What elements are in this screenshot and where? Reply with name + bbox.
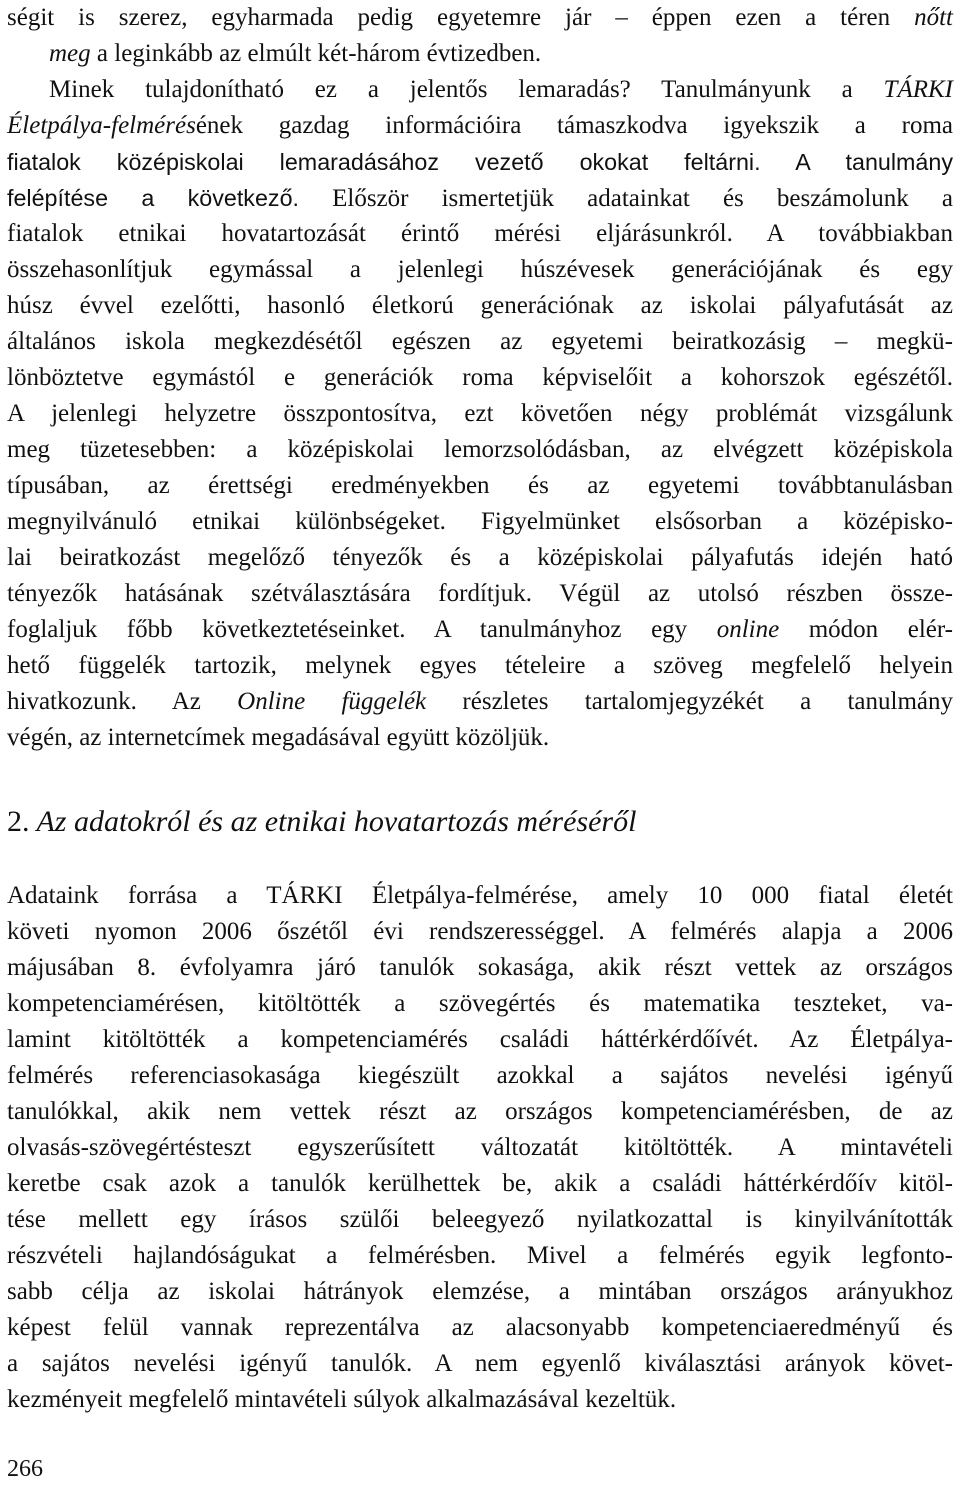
text-line: lai beiratkozást megelőző tényezők és a középiskolai pályafutás idején ható [7, 544, 953, 571]
text-line: részvételi hajlandóságukat a felmérésben. Mivel a felmérés egyik legfonto- [7, 1242, 953, 1269]
text-line: lönböztetve egymástól e generációk roma képviselőit a kohorszok egészétől. [7, 364, 953, 391]
italic-run: nőtt [914, 4, 953, 31]
section-title: Az adatokról és az etnikai hovatartozás méréséről [29, 805, 637, 838]
text-line: követi nyomon 2006 őszétől évi rendszerességgel. A felmérés alapja a 2006 [7, 918, 953, 945]
text-line: általános iskola megkezdésétől egészen az egyetemi beiratkozásig – megkü- [7, 328, 953, 355]
text-line: Adataink forrása a TÁRKI Életpálya-felmérése, amely 10 000 fiatal életét [7, 882, 953, 909]
italic-run: TÁRKI [883, 76, 953, 103]
text-run: A továbbiakban [732, 220, 953, 247]
text-line [7, 180, 953, 216]
text-line: fiatalok középiskolai lemaradásához vezető okokat feltárni. A tanulmány [7, 149, 953, 175]
text-line: összehasonlítjuk egymással a jelenlegi húszévesek generációjának és egy [7, 256, 953, 283]
text-line: májusában 8. évfolyamra járó tanulók sokasága, akik részt vettek az országos [7, 954, 953, 981]
text-line [7, 108, 953, 144]
italic-run: meg [49, 40, 91, 67]
text-line: kezményeit megfelelő mintavételi súlyok alkalmazásával kezeltük. [7, 1386, 677, 1413]
text-line: meg tüzetesebben: a középiskolai lemorzsolódásban, az elvégzett középiskola [7, 436, 953, 463]
text-line: A jelenlegi helyzetre összpontosítva, ezt követően négy problémát vizsgálunk [7, 400, 953, 427]
text-line: megnyilvánuló etnikai különbségeket. Figyelmünket elsősorban a középisko- [7, 508, 953, 535]
text-line [7, 0, 953, 36]
text-run: ségit is szerez, egyharmada pedig egyetemre jár – éppen ezen a téren [7, 4, 915, 31]
page-number: 266 [7, 1456, 43, 1482]
section-heading [7, 802, 636, 842]
italic-run: Életpálya-felmérés [7, 112, 196, 139]
text-line: olvasás-szövegértésteszt egyszerűsített változatát kitöltötték. A mintavételi [7, 1134, 953, 1161]
text-line: végén, az internetcímek megadásával együtt közöljük. [7, 724, 550, 751]
text-line [49, 36, 953, 72]
italic-run: online [716, 616, 780, 643]
text-run: Minek tulajdonítható ez a jelentős lemaradás? Tanulmányunk a [49, 76, 884, 103]
text-line: a sajátos nevelési igényű tanulók. A nem egyenlő kiválasztási arányok követ- [7, 1350, 953, 1377]
text-run: módon elér- [779, 616, 954, 643]
text-line: tanulókkal, akik nem vettek részt az országos kompetenciamérésben, de az [7, 1098, 953, 1125]
italic-run: Online függelék [237, 688, 427, 715]
text-line [7, 216, 953, 252]
text-line: tényezők hatásának szétválasztására fordítjuk. Végül az utolsó részben össze- [7, 580, 953, 607]
text-line: típusában, az érettségi eredményekben és az egyetemi továbbtanulásban [7, 472, 953, 499]
text-run: fiatalok etnikai hovatartozását érintő mérési eljárásunkról. [7, 220, 733, 247]
text-line: lamint kitöltötték a kompetenciamérés családi háttérkérdőívét. Az Életpálya- [7, 1026, 953, 1053]
text-run: részletes tartalomjegyzékét a tanulmány [426, 688, 953, 715]
text-line: keretbe csak azok a tanulók kerülhettek be, akik a családi háttérkérdőív kitöl- [7, 1170, 953, 1197]
text-run: Először ismertetjük adatainkat és beszámolunk a [299, 185, 953, 212]
text-line [7, 612, 953, 648]
text-line [49, 72, 953, 108]
text-run: foglaljuk főbb következtetéseinket. A tanulmányhoz egy [7, 616, 717, 643]
text-line: hető függelék tartozik, melynek egyes tételeire a szöveg megfelelő helyein [7, 652, 953, 679]
text-line: képest felül vannak reprezentálva az alacsonyabb kompetenciaeredményű és [7, 1314, 953, 1341]
text-run: felépítése a következő. [7, 185, 299, 211]
text-line: felmérés referenciasokasága kiegészült azokkal a sajátos nevelési igényű [7, 1062, 953, 1089]
text-line: sabb célja az iskolai hátrányok elemzése, a mintában országos arányukhoz [7, 1278, 953, 1305]
text-line: húsz évvel ezelőtti, hasonló életkorú generációnak az iskolai pályafutását az [7, 292, 953, 319]
text-run: ének gazdag információira támaszkodva igyekszik a roma [195, 112, 953, 139]
section-number: 2. [7, 805, 30, 838]
text-run: hivatkozunk. Az [7, 688, 238, 715]
text-line: kompetenciamérésen, kitöltötték a szövegértés és matematika teszteket, va- [7, 990, 953, 1017]
text-line [7, 684, 953, 720]
text-run: a leginkább az elmúlt két-három évtizedben. [90, 40, 542, 67]
text-line: tése mellett egy írásos szülői beleegyező nyilatkozattal is kinyilvánították [7, 1206, 953, 1233]
